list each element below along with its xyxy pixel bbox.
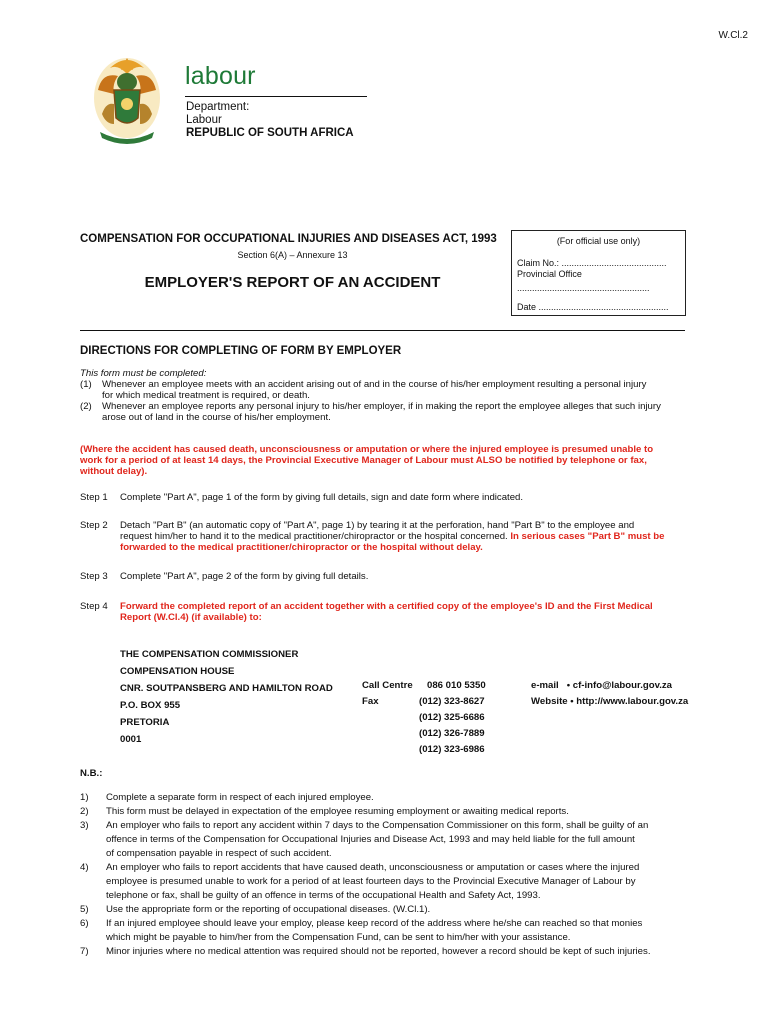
step-1	[80, 492, 720, 503]
nb-text: employee is presumed unable to work for a period of at least fourteen days to the Provincial Executive Manager of Labour by	[106, 876, 636, 887]
warning-line: work for a period of at least 14 days, the Provincial Executive Manager of Labour must ALSO be notified by telephone or fax,	[80, 455, 647, 466]
direction-text: Whenever an employee reports any personal injury to his/her employer, if in making the report the employee alleges that such injury	[102, 401, 661, 412]
official-use-box	[511, 230, 686, 316]
fax-label: Fax	[362, 696, 379, 707]
official-use-header: (For official use only)	[556, 236, 641, 246]
step-label: Step 1	[80, 492, 108, 503]
department-block	[186, 101, 354, 140]
nb-number: 5)	[80, 904, 89, 915]
directions-list	[80, 368, 720, 423]
nb-text: Minor injuries where no medical attention was required should not be reported, however a record should be kept of such injuries.	[106, 946, 651, 957]
nb-item	[80, 903, 720, 917]
provincial-office-label: Provincial Office	[517, 269, 582, 279]
date-field: Date ....................................................	[517, 302, 669, 312]
claim-number-field: Claim No.: ..........................................	[517, 258, 667, 268]
nb-item	[80, 805, 720, 819]
form-code: W.Cl.2	[718, 30, 748, 41]
step-text: Complete "Part A", page 2 of the form by giving full details.	[120, 571, 369, 582]
nb-text: An employer who fails to report accidents that have caused death, unconsciousness or amputation or cases where the injured	[106, 862, 640, 873]
call-centre-label: Call Centre	[362, 680, 413, 691]
direction-text: for which medical treatment is required, or death.	[102, 390, 310, 401]
step-label: Step 4	[80, 601, 108, 612]
section-divider	[80, 330, 685, 331]
nb-item	[80, 917, 720, 945]
email-address[interactable]: • cf-info@labour.gov.za	[566, 680, 673, 691]
email-row	[531, 678, 688, 694]
nb-text: Use the appropriate form or the reporting of occupational diseases. (W.Cl.1).	[106, 904, 431, 915]
step-text-urgent: Report (W.Cl.4) (if available) to:	[120, 612, 262, 623]
step-text-normal: request him/her to hand it to the medical practitioner/chiropractor or the hospital concerned.	[120, 531, 511, 542]
nb-item	[80, 819, 720, 861]
brand-logotype: labour	[185, 62, 256, 90]
direction-text: Whenever an employee meets with an accident arising out of and in the course of his/her employment resulting a personal injury	[102, 379, 647, 390]
step-4	[80, 601, 720, 623]
email-label: e-mail	[531, 680, 559, 691]
step-text-urgent: forwarded to the medical practitioner/chiropractor or the hospital without delay.	[120, 542, 483, 553]
nb-number: 1)	[80, 792, 89, 803]
country-name: REPUBLIC OF SOUTH AFRICA	[186, 127, 354, 139]
address-line: 0001	[120, 734, 142, 745]
nb-text: of compensation payable in respect of such accident.	[106, 848, 332, 859]
brand-divider	[185, 96, 367, 97]
section-reference: Section 6(A) – Annexure 13	[237, 250, 348, 260]
provincial-office-field: .....................................................	[517, 283, 650, 293]
nb-title: N.B.:	[80, 768, 103, 779]
nb-item	[80, 945, 720, 959]
phone-numbers	[419, 678, 486, 758]
direction-item	[80, 401, 720, 423]
commissioner-address	[120, 646, 333, 748]
nb-number: 4)	[80, 862, 89, 873]
step-text: Complete "Part A", page 1 of the form by giving full details, sign and date form where indicated.	[120, 492, 524, 503]
address-line: PRETORIA	[120, 717, 170, 728]
direction-number: (2)	[80, 401, 92, 412]
fax-number: (012) 323-6986	[419, 744, 485, 755]
step-text-urgent: Forward the completed report of an accident together with a certified copy of the employee's ID and the First Medical	[120, 601, 653, 612]
step-label: Step 2	[80, 520, 108, 531]
step-text: Detach "Part B" (an automatic copy of "Part A", page 1) by tearing it at the perforation, hand "Part B" to the employee and	[120, 520, 635, 531]
direction-text: arose out of land in the course of his/her employment.	[102, 412, 331, 423]
address-line: P.O. BOX 955	[120, 700, 181, 711]
fax-number: (012) 326-7889	[419, 728, 485, 739]
nb-text: Complete a separate form in respect of each injured employee.	[106, 792, 374, 803]
nb-item	[80, 791, 720, 805]
directions-title: DIRECTIONS FOR COMPLETING OF FORM BY EMPLOYER	[80, 345, 402, 357]
contact-labels	[362, 678, 413, 710]
nb-list	[80, 791, 720, 959]
website-row	[531, 694, 688, 710]
step-label: Step 3	[80, 571, 108, 582]
nb-number: 2)	[80, 806, 89, 817]
nb-text: which might be payable to him/her from the Compensation Fund, can be sent to him/her with your assistance.	[106, 932, 571, 943]
directions-intro: This form must be completed:	[80, 368, 207, 379]
nb-text: This form must be delayed in expectation of the employee resuming employment or awaiting medical reports.	[106, 806, 569, 817]
nb-text: telephone or fax, shall be guilty of an offence in terms of the occupational Health and Safety Act, 1993.	[106, 890, 541, 901]
call-centre-number: 086 010 5350	[427, 680, 486, 691]
fax-number: (012) 323-8627	[419, 696, 485, 707]
nb-item	[80, 861, 720, 903]
nb-number: 6)	[80, 918, 89, 929]
act-title: COMPENSATION FOR OCCUPATIONAL INJURIES AND DISEASES ACT, 1993	[80, 233, 497, 245]
website-label: Website	[531, 696, 568, 707]
website-link[interactable]: • http://www.labour.gov.za	[570, 696, 689, 707]
address-line: COMPENSATION HOUSE	[120, 666, 235, 677]
department-name: Labour	[186, 114, 222, 126]
nb-text: If an injured employee should leave your employ, please keep record of the address where he/she can reached so that monies	[106, 918, 643, 929]
warning-line: (Where the accident has caused death, unconsciousness or amputation or where the injured employee is presumed unable to	[80, 444, 654, 455]
direction-item	[80, 379, 720, 401]
fax-number: (012) 325-6686	[419, 712, 485, 723]
step-text	[120, 531, 720, 542]
nb-number: 3)	[80, 820, 89, 831]
online-contacts	[531, 678, 688, 710]
address-line: CNR. SOUTPANSBERG AND HAMILTON ROAD	[120, 683, 333, 694]
nb-number: 7)	[80, 946, 89, 957]
nb-text: An employer who fails to report any accident within 7 days to the Compensation Commissioner on this form, shall be guilty of an	[106, 820, 649, 831]
nb-text: offence in terms of the Compensation for Occupational Injuries and Disease Act, 1993 and may held liable for the full amount	[106, 834, 635, 845]
department-label: Department:	[186, 101, 250, 113]
warning-line: without delay).	[80, 466, 148, 477]
step-3	[80, 571, 720, 582]
address-line: THE COMPENSATION COMMISSIONER	[120, 649, 299, 660]
report-title: EMPLOYER'S REPORT OF AN ACCIDENT	[144, 274, 441, 291]
coat-of-arms-icon	[92, 54, 162, 148]
direction-number: (1)	[80, 379, 92, 390]
step-text-urgent: In serious cases "Part B" must be	[510, 531, 665, 542]
notification-warning	[80, 444, 720, 477]
step-2	[80, 520, 720, 553]
